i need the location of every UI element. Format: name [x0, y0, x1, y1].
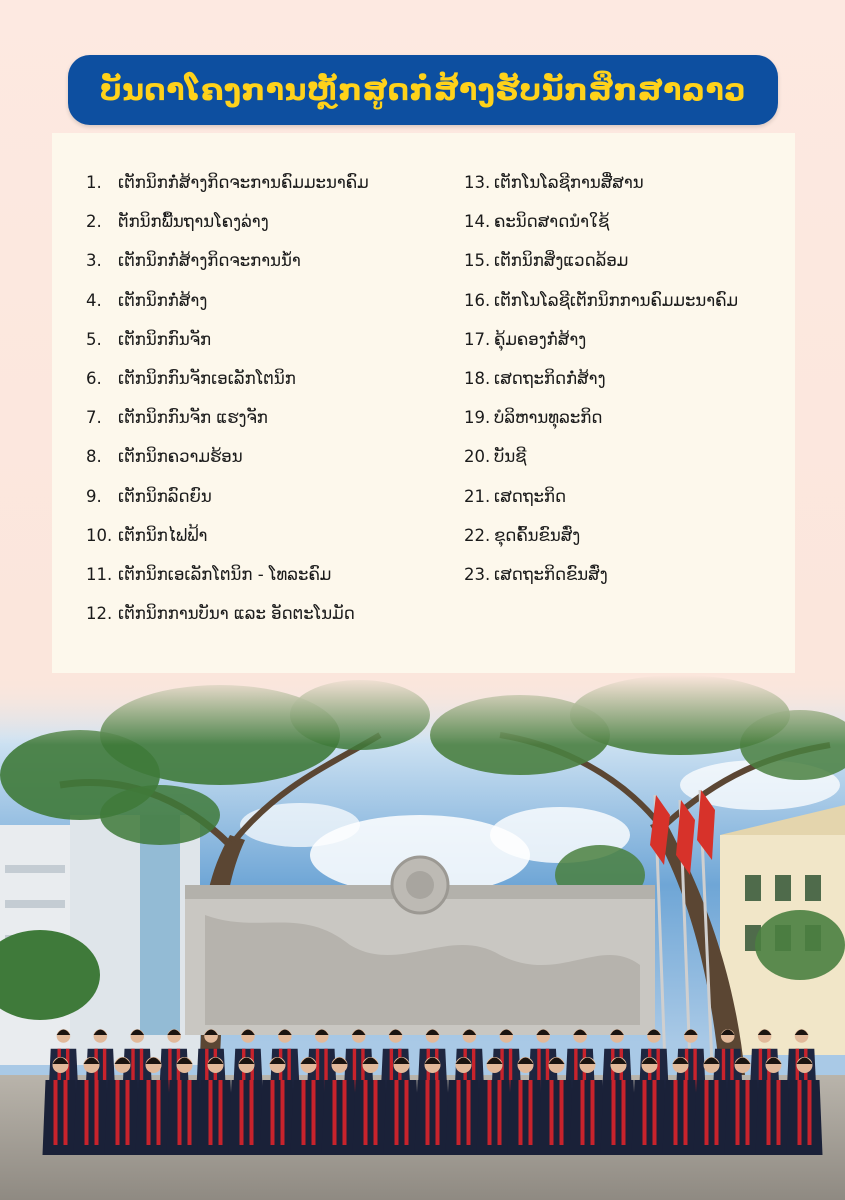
- list-item: [86, 241, 446, 280]
- program-name: ເຕັກນິກກົນຈັກ ແຮງຈັກ: [118, 408, 268, 428]
- program-name: ເຕັກນິກກໍ່ສ້າງກິດຈະການນ້ຳ: [118, 251, 301, 271]
- program-name: ເສດຖະກິດຂົນສົ່ງ: [494, 564, 608, 584]
- item-number: 22.: [464, 525, 491, 545]
- program-name: ເຕັກນິກກົນຈັກເອເລັກໂຕນິກ: [118, 368, 296, 388]
- list-item: [464, 516, 784, 555]
- item-number: 14.: [464, 212, 491, 232]
- list-item: [86, 163, 446, 202]
- list-item: [86, 594, 446, 633]
- item-number: 11.: [86, 564, 113, 584]
- list-item: [86, 555, 446, 594]
- photo-top-fade: [0, 675, 845, 745]
- item-number: 1.: [86, 173, 102, 192]
- program-name: ເຕັກນິກການບັນາ ແລະ ອັດຕະໂນມັດ: [118, 604, 355, 624]
- graduation-group-photo: [0, 675, 845, 1200]
- item-number: 13.: [464, 173, 491, 192]
- program-name: ເຕັກນິກເອເລັກໂຕນິກ - ໂທລະຄົມ: [118, 564, 332, 584]
- program-name: ເຕັກນິກຄວາມຮ້ອນ: [118, 447, 243, 467]
- list-item: [464, 163, 784, 202]
- item-number: 16.: [464, 290, 491, 310]
- program-name: ຄະນິດສາດນຳໃຊ້: [494, 212, 610, 232]
- program-list-left: [86, 163, 446, 633]
- program-name: ຂຸດຄົ້ນຂົນສົ່ງ: [494, 525, 581, 545]
- list-item: [464, 241, 784, 280]
- list-item: [464, 281, 784, 320]
- item-number: 19.: [464, 408, 491, 428]
- program-name: ເສດຖະກິດ: [494, 486, 567, 506]
- item-number: 10.: [86, 525, 113, 545]
- program-name: ເສດຖະກິດກໍ່ສ້າງ: [494, 368, 606, 388]
- program-list-panel: [52, 133, 795, 673]
- list-item: [464, 477, 784, 516]
- item-number: 21.: [464, 486, 491, 506]
- program-name: ເຕັກນິກກໍ່ສ້າງ: [118, 290, 208, 310]
- program-name: ເຕັກນິກກົນຈັກ: [118, 329, 212, 349]
- list-item: [86, 359, 446, 398]
- page-title: ບັນດາໂຄງການຫຼັກສູດກໍ່ສ້າງຮັບນັກສຶກສາລາວ: [99, 72, 747, 108]
- list-item: [464, 320, 784, 359]
- item-number: 4.: [86, 290, 102, 310]
- item-number: 6.: [86, 368, 102, 388]
- item-number: 7.: [86, 408, 102, 428]
- title-banner: [68, 55, 778, 125]
- list-item: [86, 516, 446, 555]
- list-item: [86, 202, 446, 241]
- item-number: 20.: [464, 447, 491, 467]
- item-number: 2.: [86, 212, 102, 232]
- item-number: 9.: [86, 486, 102, 506]
- list-item: [86, 320, 446, 359]
- item-number: 5.: [86, 329, 102, 349]
- list-item: [464, 202, 784, 241]
- item-number: 12.: [86, 604, 113, 624]
- program-name: ເຕັກນິກກໍ່ສ້າງກິດຈະການຄົມມະນາຄົມ: [118, 173, 369, 192]
- list-item: [86, 437, 446, 476]
- list-item: [464, 359, 784, 398]
- program-name: ຕັກນິກພື້ນຖານໂຄງລ່າງ: [118, 212, 269, 232]
- item-number: 17.: [464, 329, 491, 349]
- item-number: 3.: [86, 251, 102, 271]
- item-number: 18.: [464, 368, 491, 388]
- list-item: [464, 437, 784, 476]
- program-name: ເຕັກນິກສິ່ງແວດລ້ອມ: [494, 251, 629, 271]
- item-number: 15.: [464, 251, 491, 271]
- program-name: ເຕັກໂນໂລຊີການສື່ສານ: [494, 173, 644, 192]
- list-item: [86, 398, 446, 437]
- program-name: ເຕັກນິກໄຟຟ້າ: [118, 525, 208, 545]
- program-name: ຄຸ້ມຄອງກໍ່ສ້າງ: [494, 329, 587, 349]
- list-item: [86, 477, 446, 516]
- list-item: [464, 555, 784, 594]
- program-name: ບໍລິຫານທຸລະກິດ: [494, 408, 603, 428]
- list-item: [86, 281, 446, 320]
- item-number: 8.: [86, 447, 102, 467]
- program-name: ເຕັກໂນໂລຊີເຕັກນິກການຄົມມະນາຄົມ: [494, 290, 739, 310]
- program-name: ບັນຊີ: [494, 447, 527, 467]
- list-item: [464, 398, 784, 437]
- program-name: ເຕັກນິກລົດຍົນ: [118, 486, 212, 506]
- item-number: 23.: [464, 564, 491, 584]
- program-list-right: [464, 163, 784, 594]
